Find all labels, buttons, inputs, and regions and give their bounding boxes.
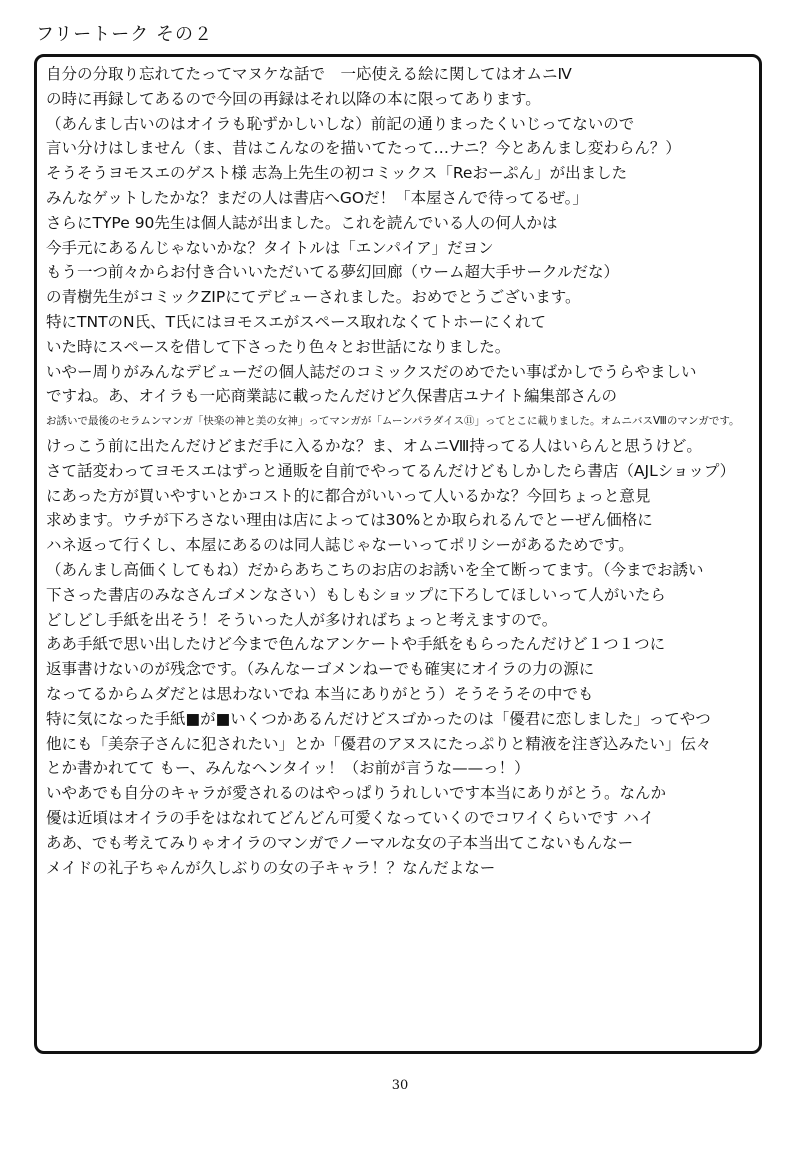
text-line: 求めます。ウチが下ろさない理由は店によっては30%とか取られるんでとーぜん価格に <box>46 511 653 530</box>
text-line: （あんまし高価くしてもね）だからあちこちのお店のお誘いを全て断ってます。（今までお誘い <box>46 560 704 579</box>
text-line: さらにTYPe 90先生は個人誌が出ました。これを読んでいる人の何人かは <box>46 213 558 232</box>
text-line: ですね。あ、オイラも一応商業誌に載ったんだけど久保書店ユナイト編集部さんの <box>46 387 618 406</box>
text-line: なってるからムダだとは思わないでね 本当にありがとう）そうそうその中でも <box>46 684 594 703</box>
text-line: 優は近頃はオイラの手をはなれてどんどん可愛くなっていくのでコワイくらいです ハイ <box>46 808 655 827</box>
text-line: 返事書けないのが残念です。（みんなーゴメンねーでも確実にオイラの力の源に <box>46 660 595 679</box>
text-line: の青樹先生がコミックZIPにてデビューされました。おめでとうございます。 <box>46 288 581 307</box>
text-line: いやあでも自分のキャラが愛されるのはやっぱりうれしいです本当にありがとう。なんか <box>46 784 667 803</box>
text-line: とか書かれてて もー、みんなヘンタイッ！（お前が言うな——っ！） <box>46 759 530 778</box>
text-line: （あんまし古いのはオイラも恥ずかしいしな）前記の通りまったくいじってないので <box>46 114 635 133</box>
text-line: お誘いで最後のセラムンマンガ「快楽の神と美の女神」ってマンガが「ムーンパラダイス⑪」ってとこに載りました。オムニバスⅧのマンガです。 <box>46 415 740 428</box>
text-line: 下さった書店のみなさんゴメンなさい）もしもショップに下ろしてほしいって人がいたら <box>46 585 666 604</box>
text-line: もう一つ前々からお付き合いいただいてる夢幻回廊（ウーム超大手サークルだな） <box>46 263 620 282</box>
text-line: メイドの礼子ちゃんが久しぶりの女の子キャラ！？なんだよなー <box>46 858 496 877</box>
free-talk-text <box>46 62 758 880</box>
text-line: ハネ返って行くし、本屋にあるのは同人誌じゃなーいってポリシーがあるためです。 <box>46 536 634 555</box>
text-line: いた時にスペースを借して下さったり色々とお世話になりました。 <box>46 337 511 356</box>
text-line: ああ、でも考えてみりゃオイラのマンガでノーマルな女の子本当出てこないもんなー <box>46 833 634 852</box>
text-line: にあった方が買いやすいとかコスト的に都合がいいって人いるかな？今回ちょっと意見 <box>46 486 651 505</box>
text-line: 特にTNTのN氏、T氏にはヨモスエがスペース取れなくてトホーにくれて <box>46 312 547 331</box>
text-line: みんなゲットしたかな？まだの人は書店へGOだ！「本屋さんで待ってるぜ。」 <box>46 188 588 207</box>
page-number: 30 <box>391 1078 409 1093</box>
text-line: の時に再録してあるので今回の再録はそれ以降の本に限ってあります。 <box>46 89 541 108</box>
text-line: 今手元にあるんじゃないかな？タイトルは「エンパイア」だヨン <box>46 238 494 257</box>
text-line: 特に気になった手紙■が■いくつかあるんだけどスゴかったのは「優君に恋しました」ってやつ <box>46 709 711 728</box>
text-line: どしどし手紙を出そう！そういった人が多ければちょっと考えますので。 <box>46 610 558 629</box>
page-heading: フリートーク その２ <box>36 24 214 45</box>
text-line: 他にも「美奈子さんに犯されたい」とか「優君のアヌスにたっぷりと精液を注ぎ込みたい」伝々 <box>46 734 712 753</box>
text-line: 言い分けはしません（ま、昔はこんなのを描いてたって…ナニ？今とあんまし変わらん？） <box>46 139 681 158</box>
text-line: 自分の分取り忘れてたってマヌケな話で 一応使える絵に関してはオムニⅣ <box>46 65 572 83</box>
text-line: いやー周りがみんなデビューだの個人誌だのコミックスだのめでたい事ばかしでうらやましい <box>46 362 697 381</box>
text-line: ああ手紙で思い出したけど今まで色んなアンケートや手紙をもらったんだけど１つ１つに <box>46 635 666 654</box>
text-line: けっこう前に出たんだけどまだ手に入るかな？ま、オムニⅧ持ってる人はいらんと思うけど。 <box>46 436 702 455</box>
text-line: さて話変わってヨモスエはずっと通販を自前でやってるんだけどもしかしたら書店（AJLショップ） <box>46 461 736 480</box>
text-line: そうそうヨモスエのゲスト様 志為上先生の初コミックス「Reおーぷん」が出ました <box>46 164 628 183</box>
